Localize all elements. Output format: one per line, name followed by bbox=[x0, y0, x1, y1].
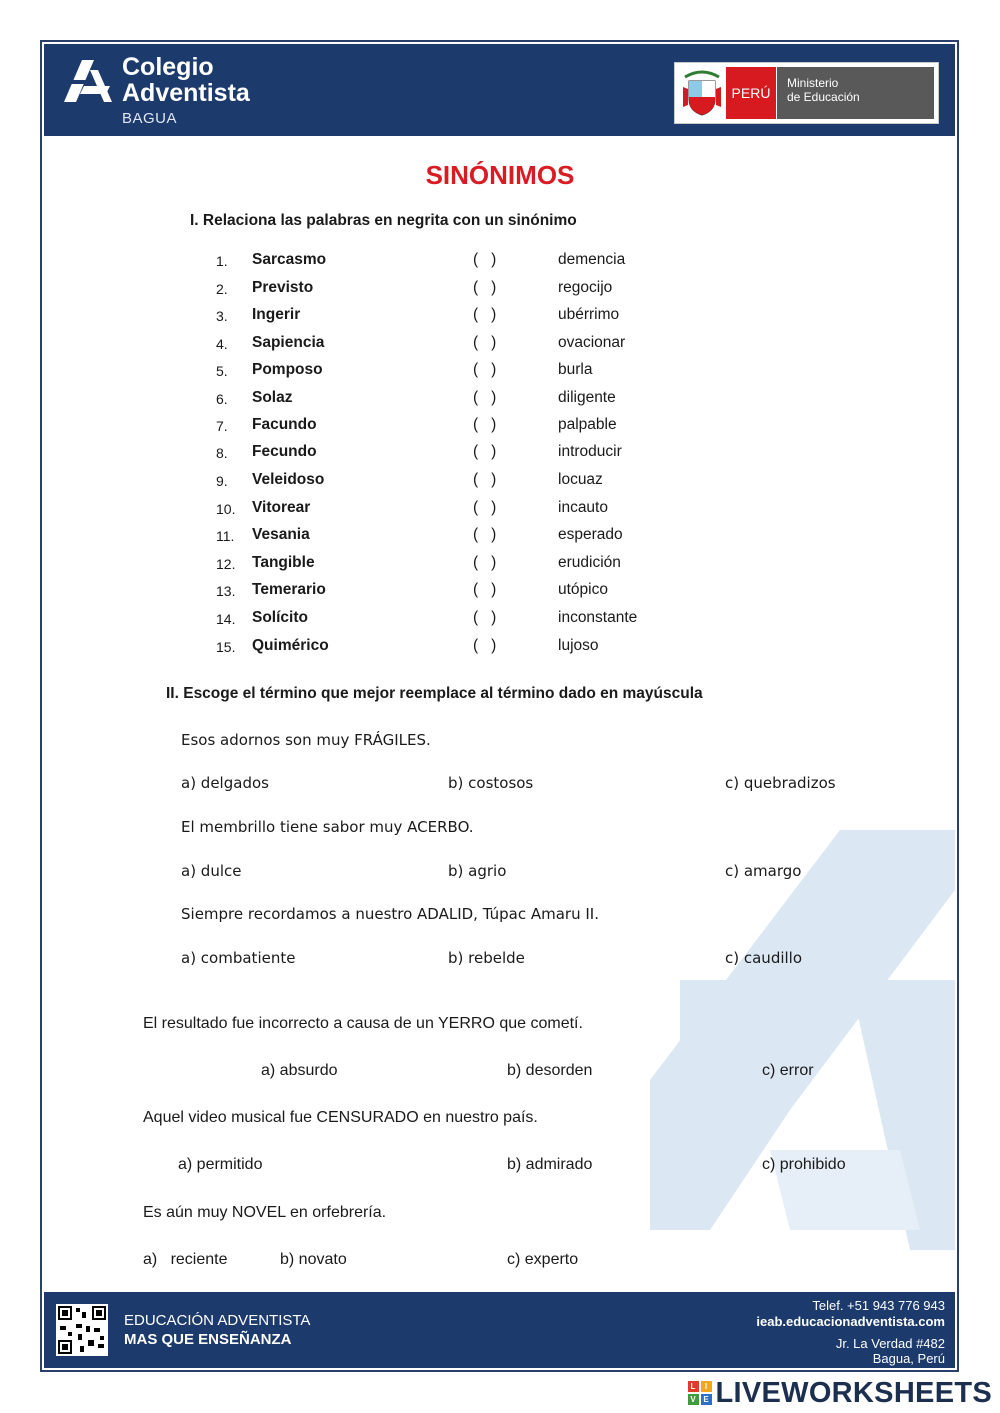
option-c[interactable]: c) quebradizos bbox=[725, 774, 836, 792]
item-synonym: regocijo bbox=[558, 279, 613, 296]
option-a[interactable]: a) absurdo bbox=[261, 1062, 338, 1079]
option-a[interactable]: a) reciente bbox=[143, 1251, 228, 1268]
option-b[interactable]: b) agrio bbox=[448, 862, 507, 880]
answer-blank[interactable]: ( ) bbox=[473, 637, 497, 654]
answer-blank[interactable]: ( ) bbox=[473, 526, 497, 543]
school-name-line2: Adventista bbox=[122, 79, 250, 107]
item-word: Vitorear bbox=[252, 499, 311, 516]
item-number: 13. bbox=[216, 583, 236, 599]
answer-blank[interactable]: ( ) bbox=[473, 279, 497, 296]
item-word: Quimérico bbox=[252, 637, 329, 654]
option-a[interactable]: a) permitido bbox=[178, 1156, 263, 1173]
item-synonym: burla bbox=[558, 361, 593, 378]
item-number: 5. bbox=[216, 363, 228, 379]
item-synonym: demencia bbox=[558, 251, 626, 268]
item-word: Veleidoso bbox=[252, 471, 325, 488]
answer-blank[interactable]: ( ) bbox=[473, 389, 497, 406]
item-word: Temerario bbox=[252, 581, 326, 598]
option-b[interactable]: b) admirado bbox=[507, 1156, 593, 1173]
item-word: Tangible bbox=[252, 554, 315, 571]
peru-coat-of-arms-icon bbox=[679, 67, 725, 119]
ministry-line1: Ministerio bbox=[787, 76, 839, 90]
item-synonym: locuaz bbox=[558, 471, 603, 488]
answer-blank[interactable]: ( ) bbox=[473, 251, 497, 268]
option-a[interactable]: a) combatiente bbox=[181, 949, 296, 967]
footer-phone: Telef. +51 943 776 943 bbox=[812, 1298, 945, 1313]
option-c[interactable]: c) amargo bbox=[725, 862, 802, 880]
ministry-line2: de Educación bbox=[787, 90, 860, 104]
answer-blank[interactable]: ( ) bbox=[473, 554, 497, 571]
option-b[interactable]: b) rebelde bbox=[448, 949, 525, 967]
item-number: 6. bbox=[216, 391, 228, 407]
header-banner bbox=[44, 44, 955, 136]
item-word: Facundo bbox=[252, 416, 317, 433]
liveworksheets-tiles-icon: L I V E bbox=[688, 1381, 712, 1405]
section1-heading: I. Relaciona las palabras en negrita con un sinónimo bbox=[190, 212, 577, 229]
item-number: 10. bbox=[216, 501, 236, 517]
item-word: Sapiencia bbox=[252, 334, 325, 351]
item-word: Ingerir bbox=[252, 306, 301, 323]
watermark-logo-icon bbox=[650, 830, 955, 1270]
item-synonym: lujoso bbox=[558, 637, 599, 654]
option-c[interactable]: c) caudillo bbox=[725, 949, 803, 967]
item-number: 4. bbox=[216, 336, 228, 352]
answer-blank[interactable]: ( ) bbox=[473, 361, 497, 378]
option-c[interactable]: c) error bbox=[762, 1062, 814, 1079]
item-number: 9. bbox=[216, 473, 228, 489]
worksheet-title: SINÓNIMOS bbox=[425, 160, 575, 190]
option-a[interactable]: a) delgados bbox=[181, 774, 269, 792]
liveworksheets-brand: LIVEWORKSHEETS bbox=[715, 1376, 992, 1409]
answer-blank[interactable]: ( ) bbox=[473, 443, 497, 460]
item-word: Previsto bbox=[252, 279, 314, 296]
option-b[interactable]: b) costosos bbox=[448, 774, 534, 792]
item-number: 7. bbox=[216, 418, 228, 434]
ministry-name bbox=[777, 67, 934, 119]
item-number: 2. bbox=[216, 281, 228, 297]
answer-blank[interactable]: ( ) bbox=[473, 334, 497, 351]
item-synonym: diligente bbox=[558, 389, 616, 406]
item-word: Vesania bbox=[252, 526, 310, 543]
item-synonym: erudición bbox=[558, 554, 621, 571]
footer-line2: MAS QUE ENSEÑANZA bbox=[124, 1331, 292, 1348]
footer-address2: Bagua, Perú bbox=[872, 1351, 945, 1366]
footer-line1: EDUCACIÓN ADVENTISTA bbox=[124, 1312, 311, 1329]
option-b[interactable]: b) novato bbox=[280, 1251, 347, 1268]
item-number: 3. bbox=[216, 308, 228, 324]
item-number: 11. bbox=[216, 528, 235, 544]
item-synonym: palpable bbox=[558, 416, 617, 433]
item-synonym: utópico bbox=[558, 581, 608, 598]
ministry-logo bbox=[674, 62, 939, 124]
item-word: Solícito bbox=[252, 609, 308, 626]
answer-blank[interactable]: ( ) bbox=[473, 499, 497, 516]
question-text: Siempre recordamos a nuestro ADALID, Túpac Amaru II. bbox=[181, 905, 599, 923]
answer-blank[interactable]: ( ) bbox=[473, 609, 497, 626]
liveworksheets-logo bbox=[688, 1376, 993, 1410]
item-number: 15. bbox=[216, 639, 236, 655]
item-word: Solaz bbox=[252, 389, 293, 406]
peru-label: PERÚ bbox=[726, 67, 776, 119]
answer-blank[interactable]: ( ) bbox=[473, 581, 497, 598]
item-word: Pomposo bbox=[252, 361, 323, 378]
school-name-line1: Colegio bbox=[122, 53, 214, 81]
answer-blank[interactable]: ( ) bbox=[473, 306, 497, 323]
footer-banner bbox=[44, 1292, 955, 1368]
item-number: 1. bbox=[216, 253, 228, 269]
option-b[interactable]: b) desorden bbox=[507, 1062, 593, 1079]
item-synonym: inconstante bbox=[558, 609, 638, 626]
item-number: 14. bbox=[216, 611, 236, 627]
question-text: El membrillo tiene sabor muy ACERBO. bbox=[181, 818, 474, 836]
item-synonym: incauto bbox=[558, 499, 608, 516]
question-text: Es aún muy NOVEL en orfebrería. bbox=[143, 1204, 387, 1221]
qr-code-icon bbox=[56, 1304, 108, 1356]
option-a[interactable]: a) dulce bbox=[181, 862, 242, 880]
section2-heading: II. Escoge el término que mejor reemplace al término dado en mayúscula bbox=[166, 685, 703, 702]
item-synonym: ovacionar bbox=[558, 334, 626, 351]
item-synonym: esperado bbox=[558, 526, 623, 543]
answer-blank[interactable]: ( ) bbox=[473, 416, 497, 433]
item-number: 12. bbox=[216, 556, 236, 572]
item-word: Sarcasmo bbox=[252, 251, 327, 268]
item-synonym: ubérrimo bbox=[558, 306, 620, 323]
question-text: Esos adornos son muy FRÁGILES. bbox=[181, 731, 431, 749]
question-text: El resultado fue incorrecto a causa de un YERRO que cometí. bbox=[143, 1015, 583, 1032]
answer-blank[interactable]: ( ) bbox=[473, 471, 497, 488]
option-c[interactable]: c) prohibido bbox=[762, 1156, 846, 1173]
school-logo-icon bbox=[60, 56, 114, 106]
item-word: Fecundo bbox=[252, 443, 317, 460]
footer-website[interactable]: ieab.educacionadventista.com bbox=[756, 1314, 945, 1329]
item-synonym: introducir bbox=[558, 443, 622, 460]
item-number: 8. bbox=[216, 445, 228, 461]
footer-address1: Jr. La Verdad #482 bbox=[835, 1336, 945, 1351]
school-city: BAGUA bbox=[122, 110, 178, 127]
question-text: Aquel video musical fue CENSURADO en nuestro país. bbox=[143, 1109, 538, 1126]
option-c[interactable]: c) experto bbox=[507, 1251, 579, 1268]
